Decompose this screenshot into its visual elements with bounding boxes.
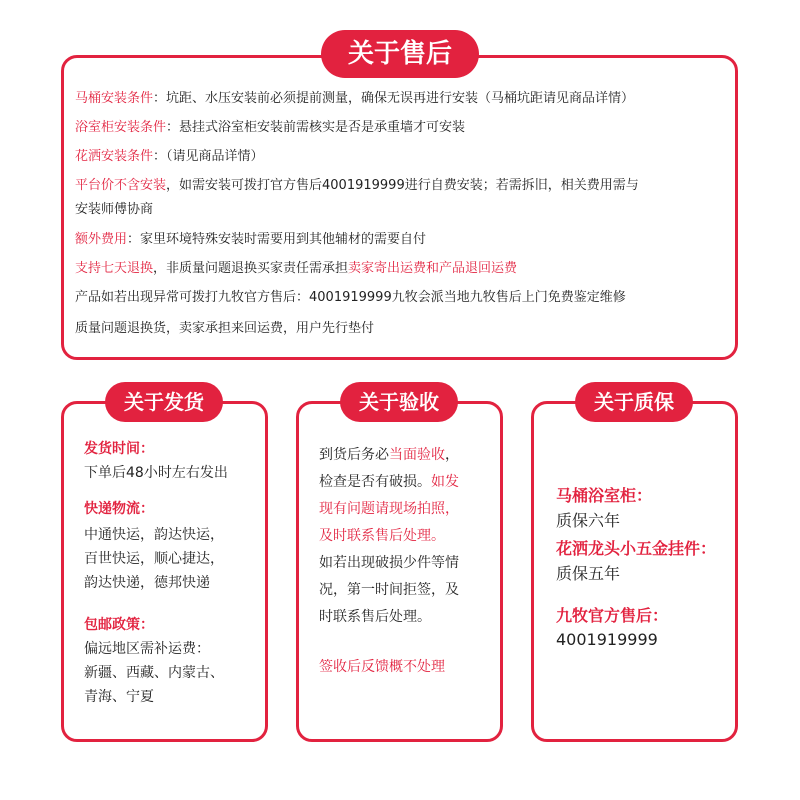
courier-line: 百世快运，顺心捷达，	[84, 551, 224, 567]
inspection-footer: 签收后反馈概不处理	[319, 659, 445, 675]
warranty-cabinet-label: 马桶浴室柜：	[556, 486, 653, 505]
inspection-text: 检查是否有破损。	[319, 474, 431, 490]
return-policy-line	[75, 260, 517, 278]
cabinet-install-label: 浴室柜安装条件	[75, 120, 167, 135]
return-policy-highlight: 卖家寄出运费和产品退回运费	[348, 261, 518, 276]
ship-time-label: 发货时间：	[84, 441, 154, 457]
platform-price-line	[75, 177, 639, 195]
cabinet-install-text: ：悬挂式浴室柜安装前需核实是否是承重墙才可安装	[166, 120, 466, 135]
postage-label: 包邮政策：	[84, 617, 154, 633]
courier-line: 韵达快递，德邦快递	[84, 575, 210, 591]
quality-return-text: 质量问题退换货，卖家承担来回运费，用户先行垫付	[75, 321, 375, 336]
platform-price-label: 平台价不含安装	[75, 178, 167, 193]
shower-install-line	[75, 148, 264, 166]
postage-line: 偏远地区需补运费：	[84, 641, 210, 657]
return-policy-label: 支持七天退换	[75, 261, 154, 276]
inspection-line-3: 现有问题请现场拍照，	[319, 501, 459, 517]
warranty-service-phone: 4001919999	[556, 630, 658, 649]
extra-fee-line	[75, 231, 426, 249]
warranty-hardware-value: 质保五年	[556, 564, 621, 583]
cabinet-install-line	[75, 119, 465, 137]
inspection-highlight: 如发	[431, 474, 459, 490]
toilet-install-line	[75, 90, 634, 108]
platform-price-text-2: 安装师傅协商	[75, 202, 154, 217]
inspection-line-2	[319, 473, 459, 491]
postage-line: 青海、宁夏	[84, 689, 154, 705]
ship-time-text: 下单后48小时左右发出	[84, 465, 228, 481]
warranty-hardware-label: 花洒龙头小五金挂件：	[556, 539, 717, 558]
courier-label: 快递物流：	[84, 501, 154, 517]
toilet-install-text: ：坑距、水压安装前必须提前测量，确保无误再进行安装（马桶坑距请见商品详情）	[153, 91, 635, 106]
inspection-line-5: 如若出现破损少件等情	[319, 555, 459, 571]
inspection-line-4: 及时联系售后处理。	[319, 528, 445, 544]
inspection-title: 关于验收	[340, 382, 458, 422]
courier-line: 中通快运，韵达快运，	[84, 527, 224, 543]
warranty-cabinet-value: 质保六年	[556, 511, 621, 530]
anomaly-text: 产品如若出现异常可拨打九牧官方售后：4001919999九牧会派当地九牧售后上门免费鉴定维修	[75, 290, 626, 305]
after-sales-title: 关于售后	[321, 30, 479, 78]
shipping-title: 关于发货	[105, 382, 223, 422]
postage-line: 新疆、西藏、内蒙古、	[84, 665, 224, 681]
shower-install-text: ：（请见商品详情）	[153, 149, 264, 164]
extra-fee-text: ：家里环境特殊安装时需要用到其他辅材的需要自付	[127, 232, 427, 247]
toilet-install-label: 马桶安装条件	[75, 91, 154, 106]
inspection-line-6: 况，第一时间拒签，及	[319, 582, 459, 598]
shower-install-label: 花洒安装条件	[75, 149, 154, 164]
inspection-line-1	[319, 446, 459, 464]
inspection-line-7: 时联系售后处理。	[319, 609, 431, 625]
anomaly-line	[75, 289, 626, 307]
platform-price-line-2	[75, 201, 153, 219]
inspection-text: ，	[445, 447, 459, 463]
platform-price-text: ，如需安装可拨打官方售后4001919999进行自费安装；若需拆旧，相关费用需与	[166, 178, 639, 193]
inspection-text: 到货后务必	[319, 447, 389, 463]
inspection-highlight: 当面验收	[389, 447, 445, 463]
warranty-service-label: 九牧官方售后：	[556, 606, 669, 625]
quality-return-line	[75, 320, 374, 338]
extra-fee-label: 额外费用	[75, 232, 128, 247]
return-policy-text: ，非质量问题退换买家责任需承担	[153, 261, 349, 276]
warranty-title: 关于质保	[575, 382, 693, 422]
